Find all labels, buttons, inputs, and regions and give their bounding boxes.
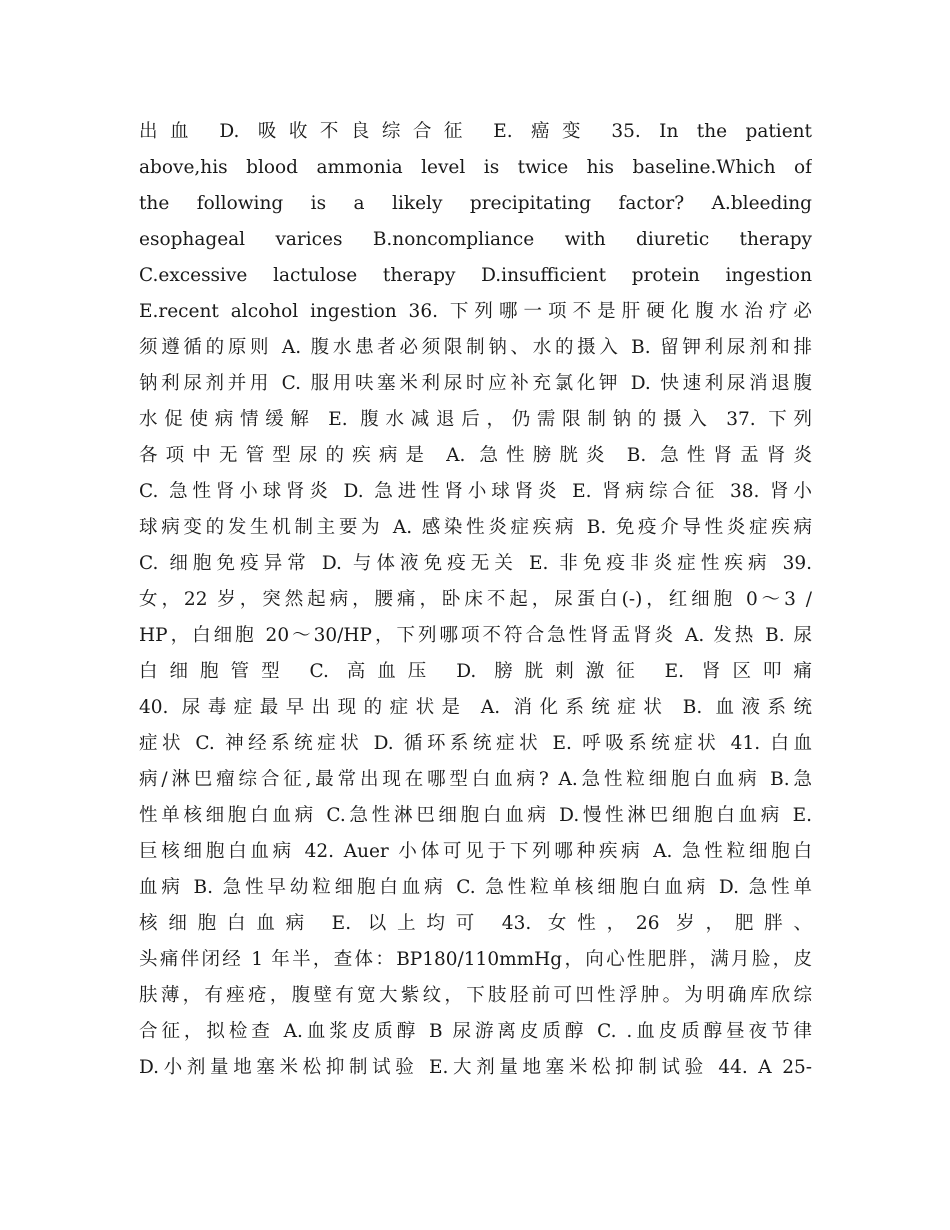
text-line: 核细胞白血病 E. 以上均可 43. 女性，26 岁，肥胖、 (139, 913, 812, 934)
text-line: 巨核细胞白血病 42. Auer 小体可见于下列哪种疾病 A. 急性粒细胞白 (139, 841, 812, 862)
text-line: 球病变的发生机制主要为 A. 感染性炎症疾病 B. 免疫介导性炎症疾病 (139, 517, 812, 538)
text-line: E.recent alcohol ingestion 36. 下列哪一项不是肝硬化腹水治疗必 (139, 301, 812, 322)
text-line: 须遵循的原则 A. 腹水患者必须限制钠、水的摄入 B. 留钾利尿剂和排 (139, 337, 812, 358)
text-line: 水促使病情缓解 E. 腹水减退后，仍需限制钠的摄入 37. 下列 (139, 409, 812, 430)
text-line: 合征，拟检查 A.血浆皮质醇 B 尿游离皮质醇 C. .血皮质醇昼夜节律 (139, 1021, 812, 1042)
text-line: 肤薄，有痤疮，腹壁有宽大紫纹，下肢胫前可凹性浮肿。为明确库欣综 (139, 985, 812, 1006)
text-line: 症状 C. 神经系统症状 D. 循环系统症状 E. 呼吸系统症状 41. 白血 (139, 733, 812, 754)
text-line: 出血 D. 吸收不良综合征 E. 癌变 35. In the patient (139, 121, 812, 142)
text-line: 血病 B. 急性早幼粒细胞白血病 C. 急性粒单核细胞白血病 D. 急性单 (139, 877, 812, 898)
text-line: 头痛伴闭经 1 年半，查体：BP180/110mmHg，向心性肥胖，满月脸，皮 (139, 949, 812, 970)
text-line: 钠利尿剂并用 C. 服用呋塞米利尿时应补充氯化钾 D. 快速利尿消退腹 (139, 373, 812, 394)
text-line: HP，白细胞 20～30/HP，下列哪项不符合急性肾盂肾炎 A. 发热 B. 尿 (139, 625, 812, 646)
text-line: 病/淋巴瘤综合征,最常出现在哪型白血病? A.急性粒细胞白血病 B.急 (139, 769, 812, 790)
text-line: above,his blood ammonia level is twice his baseline.Which of (139, 157, 812, 178)
text-line: C.excessive lactulose therapy D.insufficient protein ingestion (139, 265, 812, 286)
text-line: 白细胞管型 C. 高血压 D. 膀胱刺激征 E. 肾区叩痛 (139, 661, 812, 682)
text-line: esophageal varices B.noncompliance with diuretic therapy (139, 229, 812, 250)
text-line: 各项中无管型尿的疾病是 A. 急性膀胱炎 B. 急性肾盂肾炎 (139, 445, 812, 466)
text-line: D.小剂量地塞米松抑制试验 E.大剂量地塞米松抑制试验 44. A 25- (139, 1057, 812, 1078)
text-line: 性单核细胞白血病 C.急性淋巴细胞白血病 D.慢性淋巴细胞白血病 E. (139, 805, 812, 826)
text-line: the following is a likely precipitating factor? A.bleeding (139, 193, 812, 214)
text-line: 40. 尿毒症最早出现的症状是 A. 消化系统症状 B. 血液系统 (139, 697, 812, 718)
text-line: C. 急性肾小球肾炎 D. 急进性肾小球肾炎 E. 肾病综合征 38. 肾小 (139, 481, 812, 502)
text-line: C. 细胞免疫异常 D. 与体液免疫无关 E. 非免疫非炎症性疾病 39. (139, 553, 812, 574)
document-body (139, 114, 812, 1086)
text-line: 女，22 岁，突然起病，腰痛，卧床不起，尿蛋白(-)，红细胞 0～3 / (139, 589, 812, 610)
